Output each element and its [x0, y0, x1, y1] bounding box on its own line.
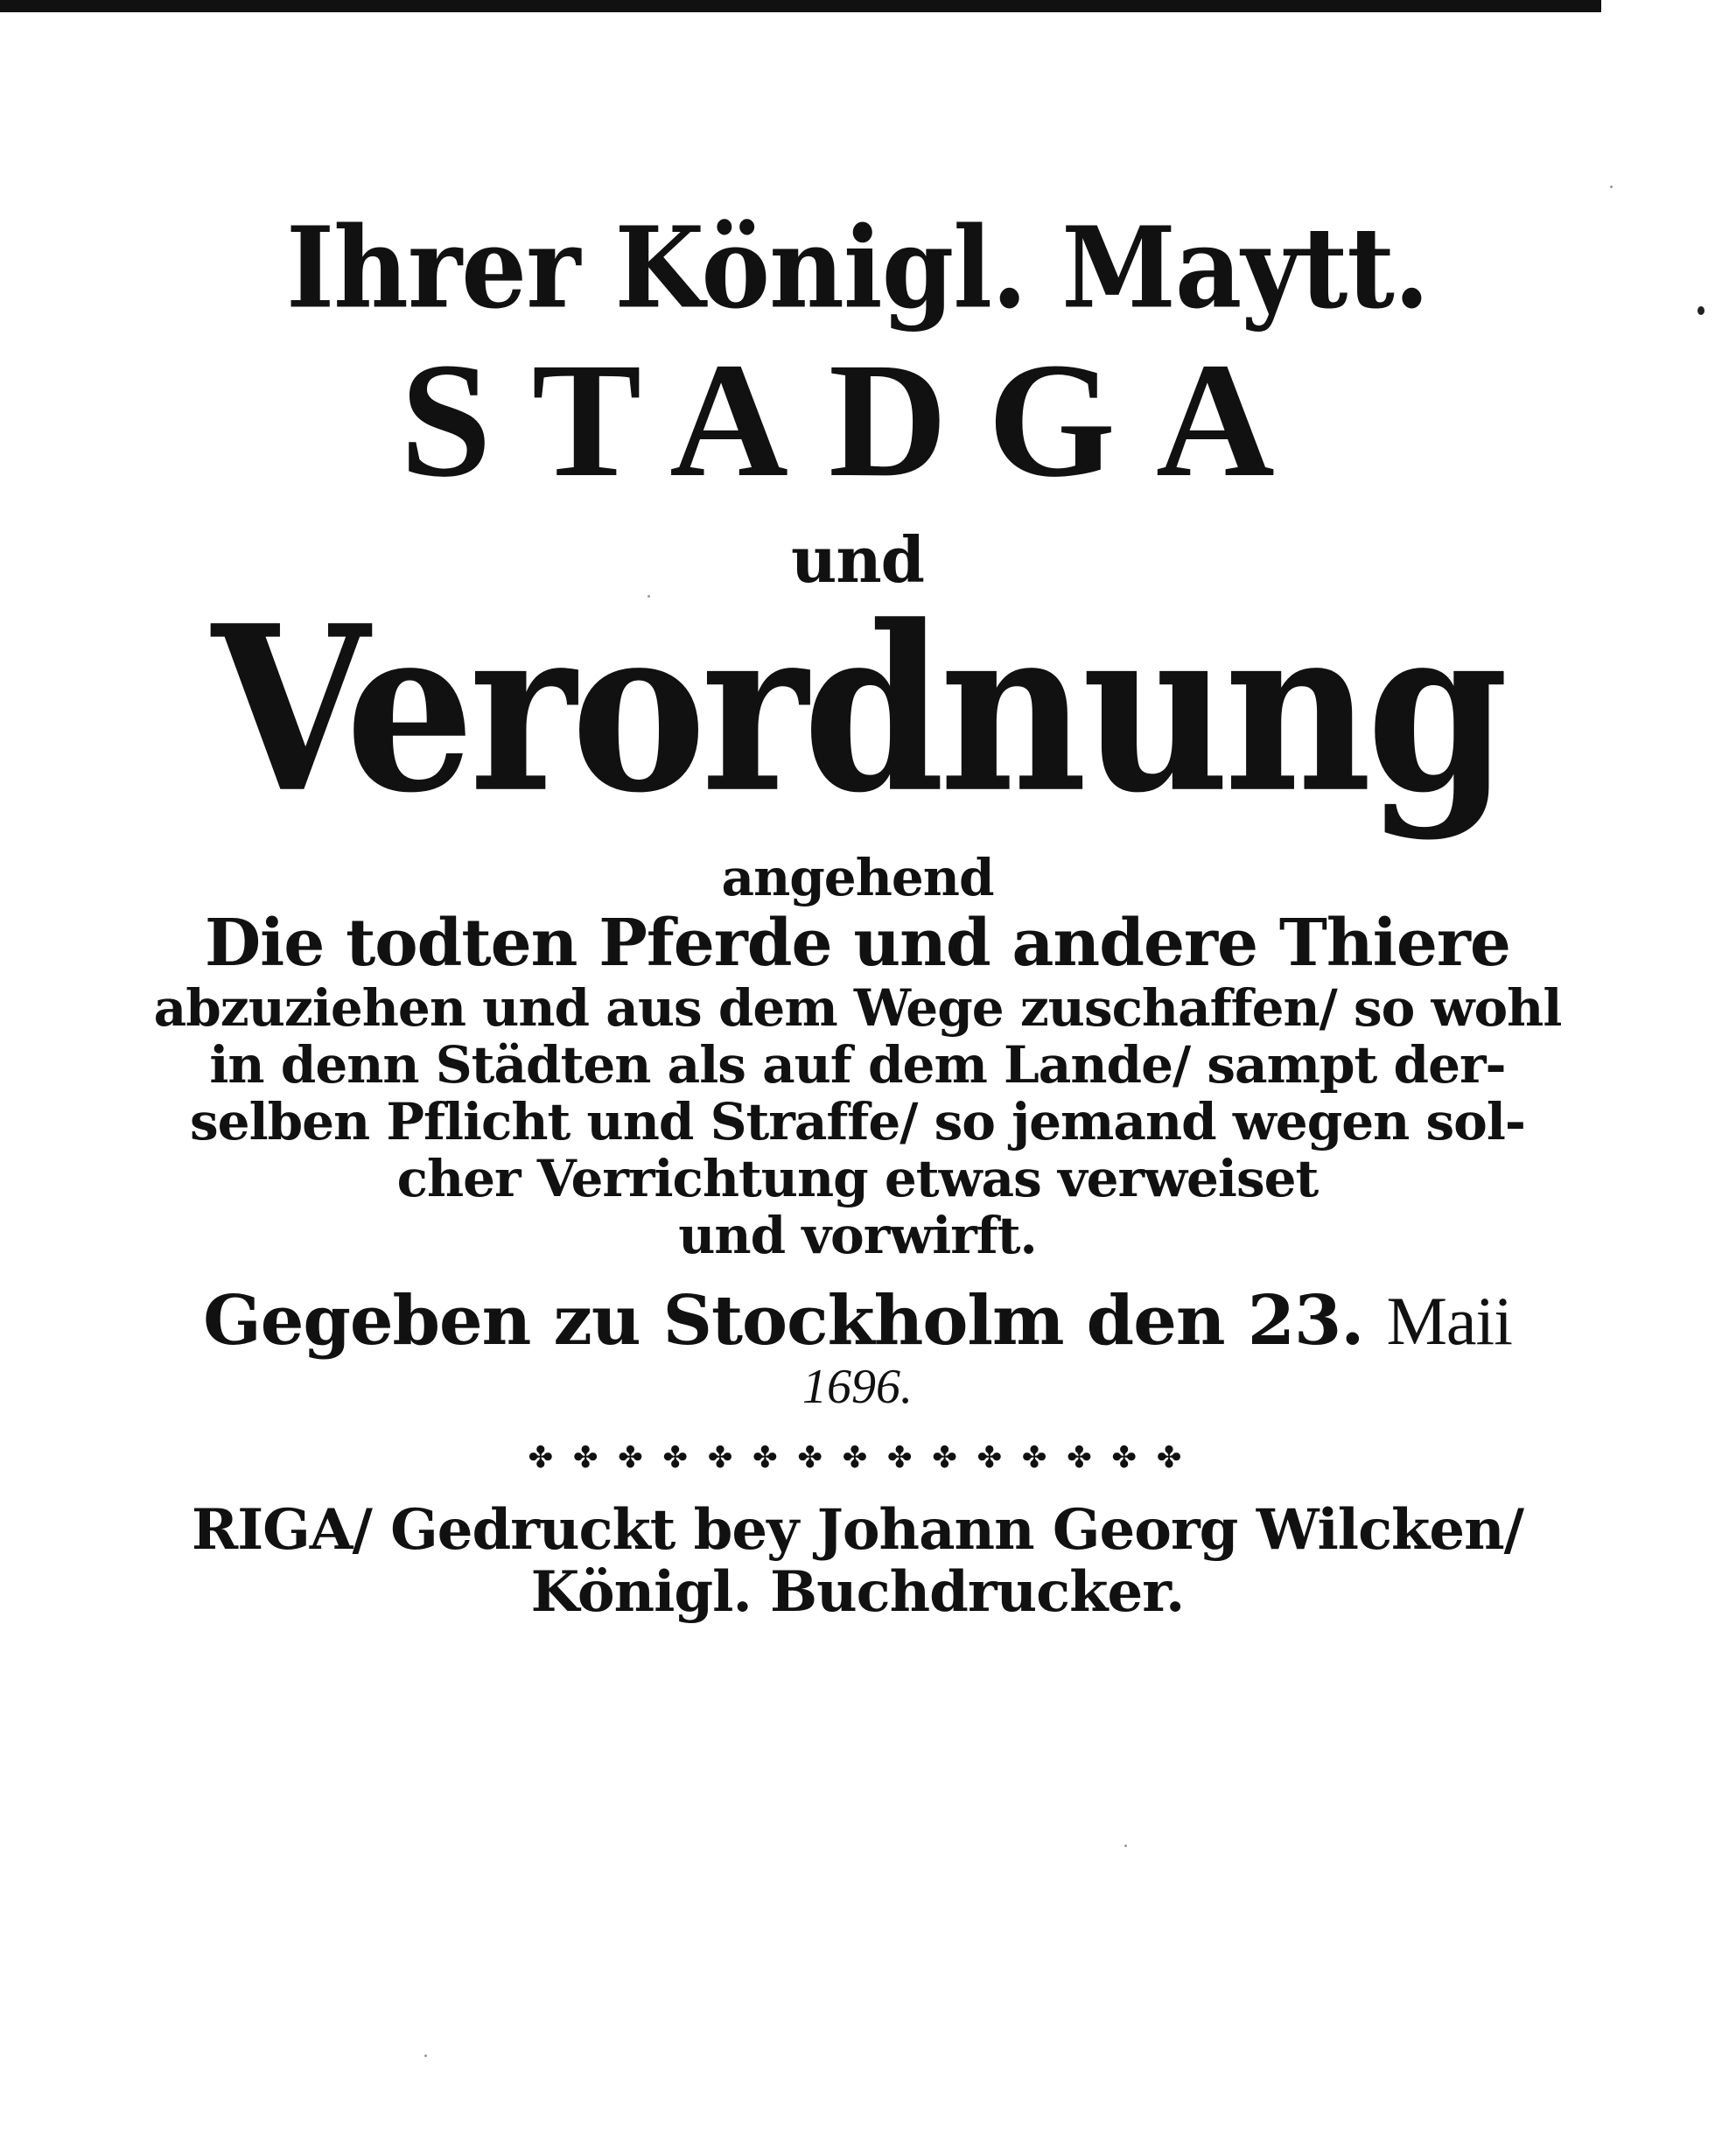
subject-intro: angehend	[721, 848, 994, 908]
date-line	[140, 1280, 1575, 1361]
ornament-divider: ✤ ✤ ✤ ✤ ✤ ✤ ✤ ✤ ✤ ✤ ✤ ✤ ✤ ✤ ✤	[528, 1440, 1187, 1476]
imprint-line-1: RIGA/ Gedruckt bey Johann Georg Wilcken/	[192, 1496, 1523, 1563]
subject-line-3: in denn Städten als auf dem Lande/ sampt der-	[209, 1034, 1506, 1095]
ink-speck	[1124, 1844, 1127, 1847]
top-border-rule	[0, 0, 1601, 12]
subject-line-2: abzuziehen und aus dem Wege zuschaffen/ so wohl	[153, 978, 1562, 1039]
title-page	[140, 201, 1575, 1626]
subject-line-4: selben Pflicht und Straffe/ so jemand wegen sol-	[190, 1091, 1525, 1152]
date-line-text: Gegeben zu Stockholm den 23.	[203, 1280, 1364, 1361]
date-month: Maii	[1386, 1282, 1512, 1359]
ink-speck	[1610, 186, 1613, 188]
subject-line-6: und vorwirft.	[678, 1205, 1037, 1265]
ink-speck	[1698, 306, 1704, 315]
title-und: und	[790, 522, 925, 597]
subject-line-5: cher Verrichtung etwas verweiset	[396, 1148, 1319, 1208]
subject-line-1: Die todten Pferde und andere Thiere	[204, 906, 1510, 982]
title-stadga: STADGA	[400, 327, 1315, 511]
imprint-line-2: Königl. Buchdrucker.	[530, 1559, 1185, 1626]
date-year: 1696.	[802, 1360, 913, 1415]
ink-speck	[424, 2054, 427, 2057]
title-top-line: Ihrer Königl. Maytt.	[285, 201, 1429, 333]
title-verordnung: Verordnung	[212, 576, 1503, 844]
